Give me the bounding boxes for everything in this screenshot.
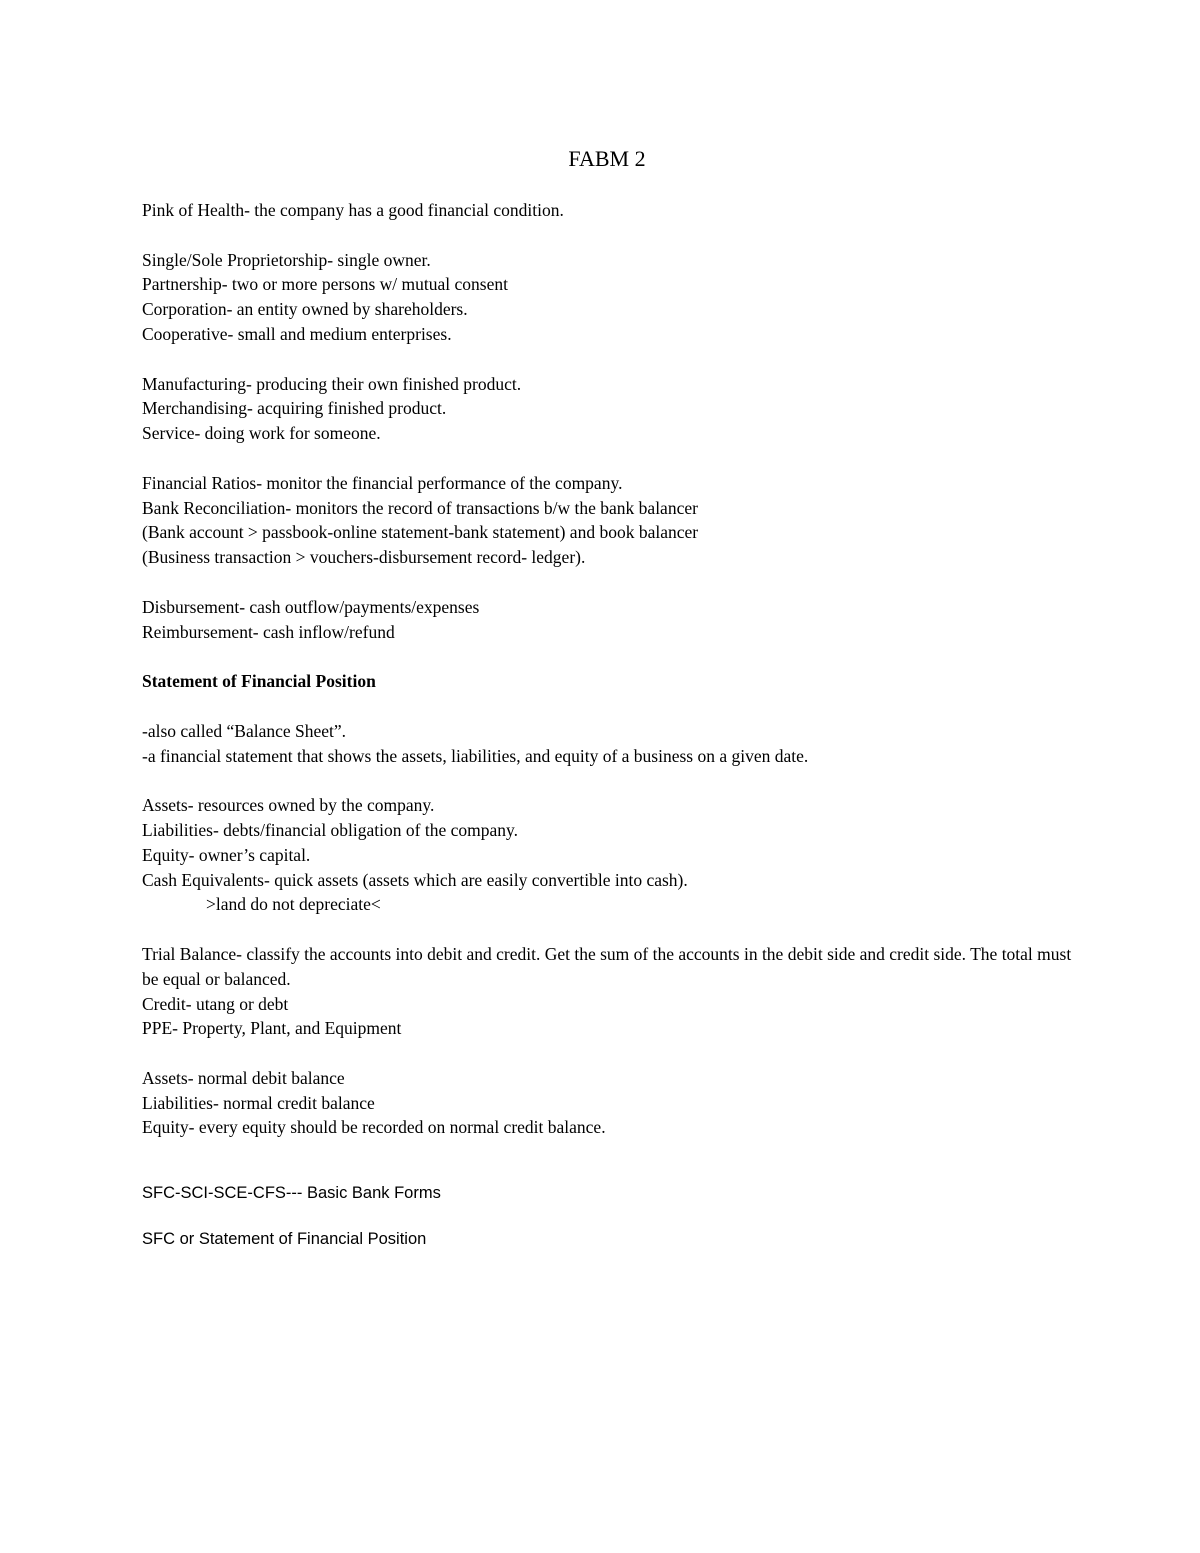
text-paragraph: Trial Balance- classify the accounts into debit and credit. Get the sum of the accounts in the debit side and credit side. The total must be equal or balanced. [142, 943, 1072, 989]
section-heading: Statement of Financial Position [142, 671, 376, 692]
ownership-types [142, 248, 1072, 347]
text-line: Equity- owner’s capital. [142, 844, 311, 865]
cash-flows [142, 595, 1072, 645]
text-line: Merchandising- acquiring finished product. [142, 398, 447, 419]
text-line: Assets- resources owned by the company. [142, 795, 435, 816]
document-body [142, 142, 1072, 1250]
text-line: (Bank account > passbook-online statement-bank statement) and book balancer [142, 522, 699, 543]
text-line: Liabilities- normal credit balance [142, 1092, 375, 1113]
text-line: Service- doing work for someone. [142, 423, 381, 444]
text-line: PPE- Property, Plant, and Equipment [142, 1018, 402, 1039]
normal-balances [142, 1066, 1072, 1140]
text-line: Partnership- two or more persons w/ mutual consent [142, 274, 508, 295]
land-note: >land do not depreciate< [206, 894, 381, 915]
text-line: Liabilities- debts/financial obligation of the company. [142, 819, 518, 840]
sfc-line: SFC or Statement of Financial Position [142, 1230, 427, 1249]
text-line: -also called “Balance Sheet”. [142, 720, 347, 741]
text-line: Assets- normal debit balance [142, 1067, 345, 1088]
text-line: Cooperative- small and medium enterprises. [142, 323, 452, 344]
document-title: FABM 2 [568, 146, 646, 171]
forms-line: SFC-SCI-SCE-CFS--- Basic Bank Forms [142, 1184, 441, 1203]
text-line: Cash Equivalents- quick assets (assets which are easily convertible into cash). [142, 869, 688, 890]
text-line: Disbursement- cash outflow/payments/expenses [142, 596, 480, 617]
financial-elements [142, 793, 1072, 917]
text-line: Reimbursement- cash inflow/refund [142, 621, 395, 642]
trial-balance [142, 942, 1072, 1041]
text-line: Single/Sole Proprietorship- single owner. [142, 249, 431, 270]
text-line: Equity- every equity should be recorded on normal credit balance. [142, 1117, 606, 1138]
text-line: Credit- utang or debt [142, 993, 289, 1014]
text-line: Pink of Health- the company has a good financial condition. [142, 200, 564, 220]
text-line: Manufacturing- producing their own finished product. [142, 373, 522, 394]
financial-ratios [142, 471, 1072, 570]
text-line: Bank Reconciliation- monitors the record of transactions b/w the bank balancer [142, 497, 698, 518]
text-line: Financial Ratios- monitor the financial performance of the company. [142, 472, 623, 493]
sfp-description [142, 719, 1072, 769]
business-types [142, 372, 1072, 446]
text-line: -a financial statement that shows the assets, liabilities, and equity of a business on a given date. [142, 745, 809, 766]
text-line: Corporation- an entity owned by shareholders. [142, 299, 468, 320]
text-line: (Business transaction > vouchers-disbursement record- ledger). [142, 547, 586, 568]
paragraph-pink-of-health [142, 198, 1072, 223]
